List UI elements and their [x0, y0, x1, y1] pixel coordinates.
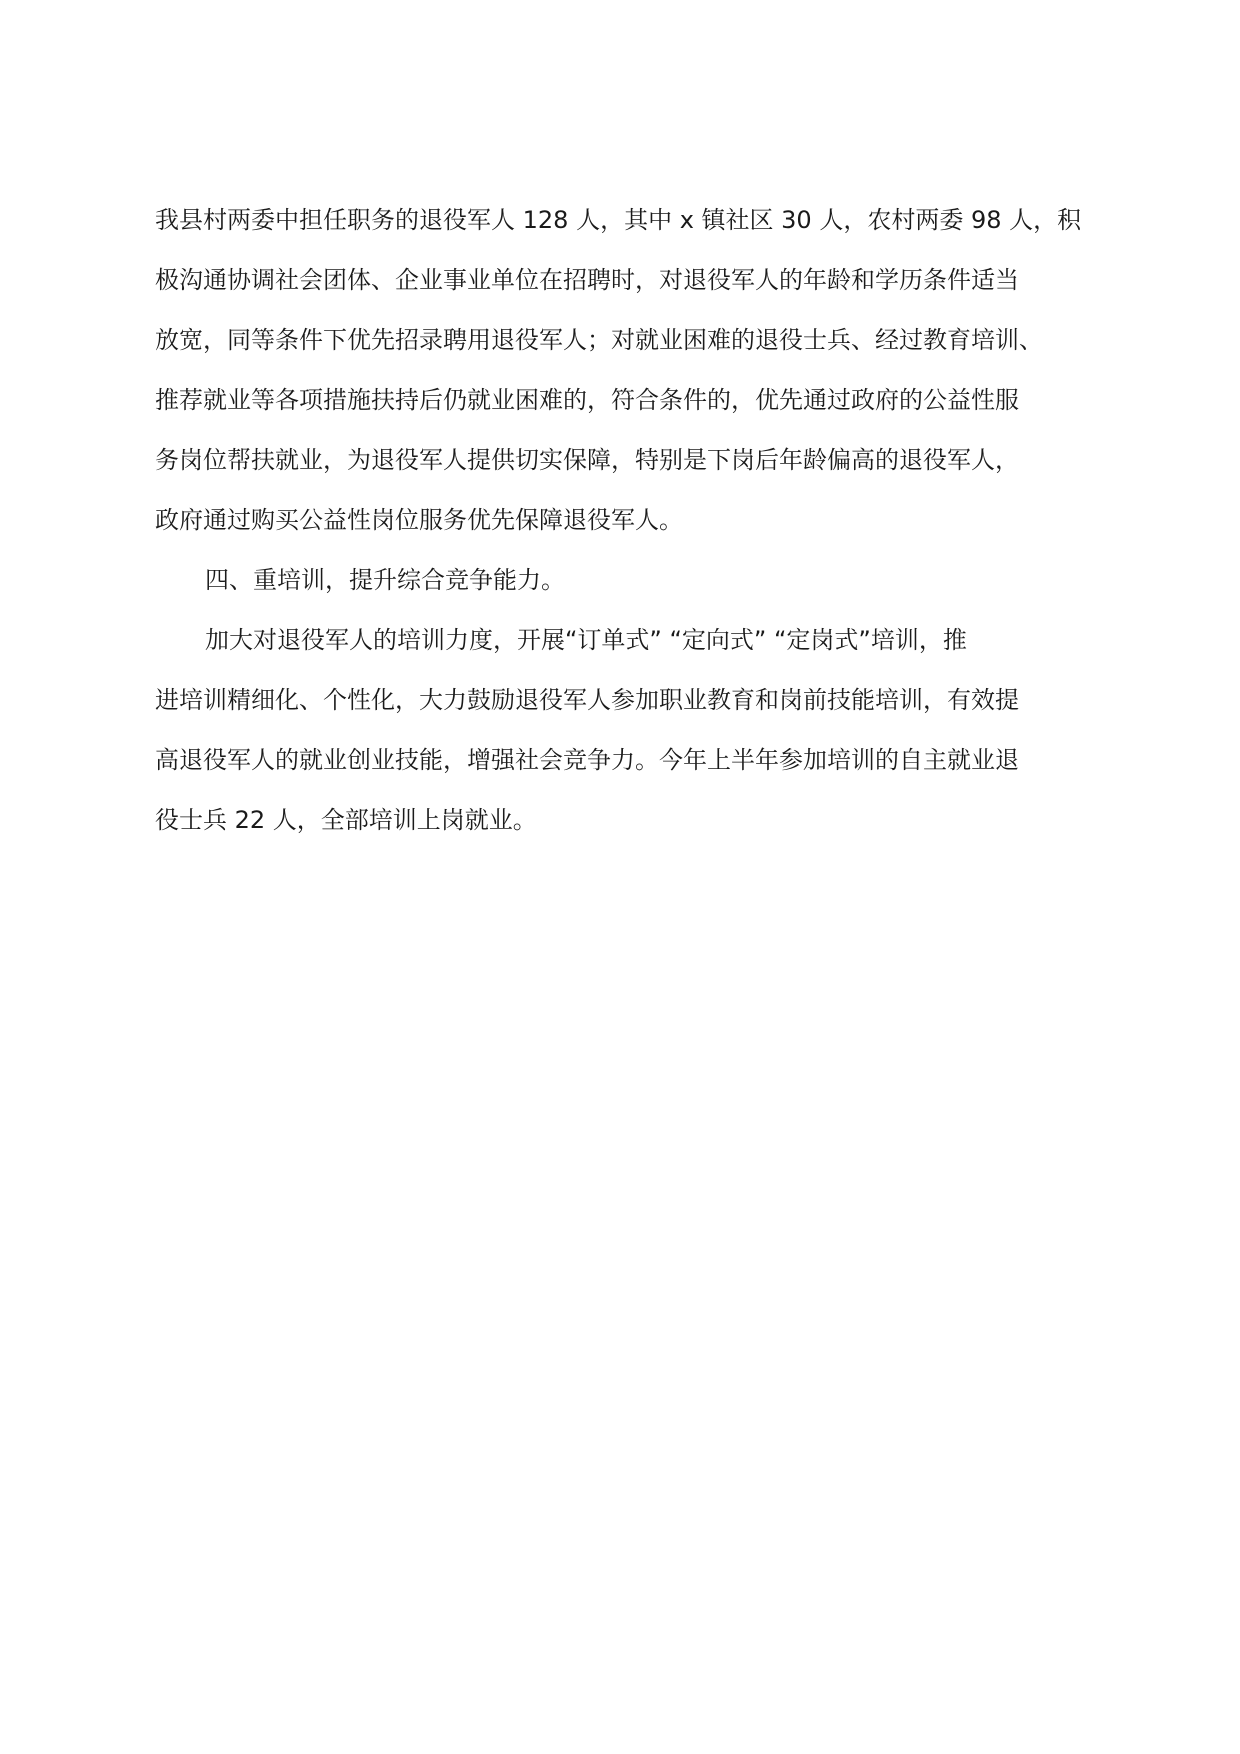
paragraph-2-line: 役士兵 22 人，全部培训上岗就业。 — [155, 806, 537, 834]
paragraph-1-line: 推荐就业等各项措施扶持后仍就业困难的，符合条件的，优先通过政府的公益性服 — [155, 386, 1019, 414]
document-body — [155, 190, 1095, 850]
paragraph-1-line: 我县村两委中担任职务的退役军人 128 人，其中 x 镇社区 30 人，农村两委 98 人，积 — [155, 206, 1082, 234]
section-heading: 四、重培训，提升综合竞争能力。 — [205, 566, 565, 594]
paragraph-1-line: 放宽，同等条件下优先招录聘用退役军人；对就业困难的退役士兵、经过教育培训、 — [155, 326, 1043, 354]
paragraph-2-line: 进培训精细化、个性化，大力鼓励退役军人参加职业教育和岗前技能培训，有效提 — [155, 686, 1019, 714]
paragraph-2-line: 加大对退役军人的培训力度，开展“订单式” “定向式” “定岗式”培训，推 — [205, 626, 967, 654]
paragraph-1-line: 务岗位帮扶就业，为退役军人提供切实保障，特别是下岗后年龄偏高的退役军人， — [155, 446, 1019, 474]
paragraph-1-line: 政府通过购买公益性岗位服务优先保障退役军人。 — [155, 506, 683, 534]
paragraph-1-line: 极沟通协调社会团体、企业事业单位在招聘时，对退役军人的年龄和学历条件适当 — [155, 266, 1019, 294]
paragraph-2-line: 高退役军人的就业创业技能，增强社会竞争力。今年上半年参加培训的自主就业退 — [155, 746, 1019, 774]
